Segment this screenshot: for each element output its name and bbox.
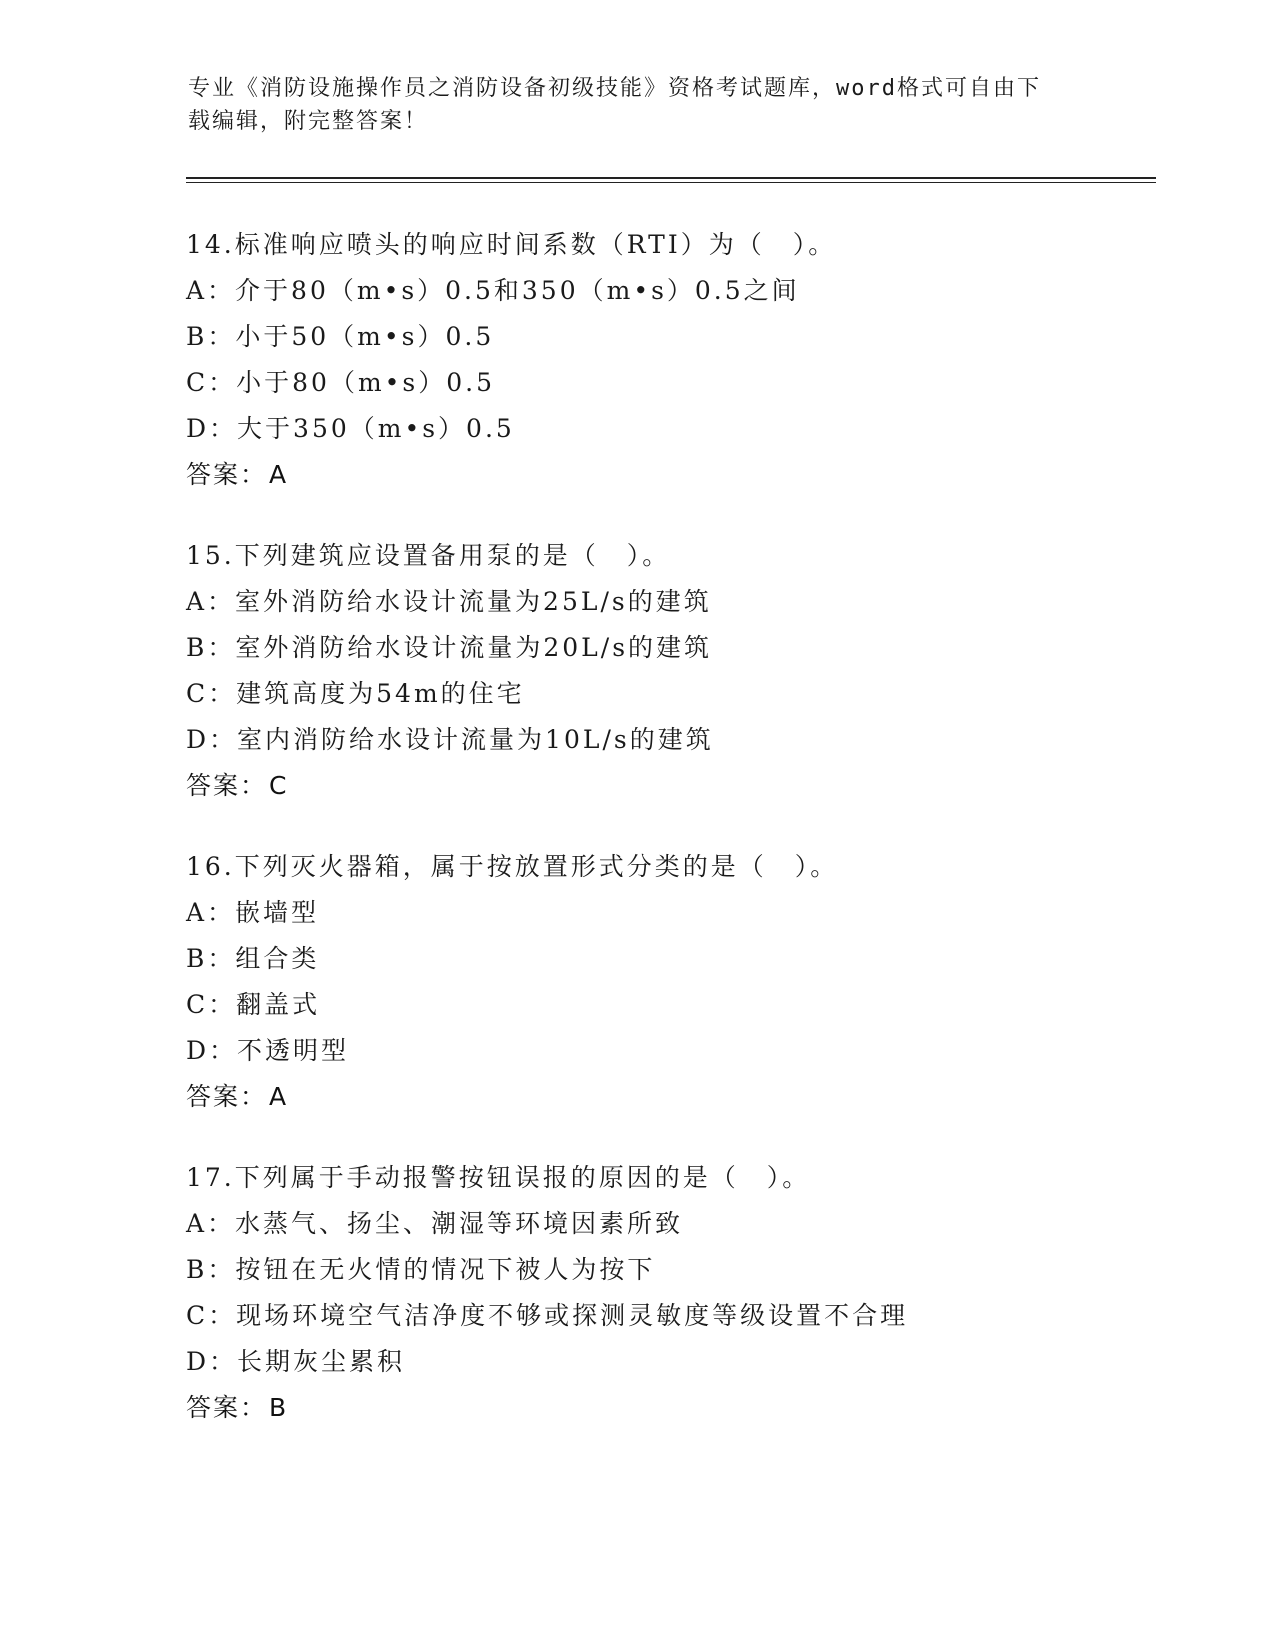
question-stem: 17.下列属于手动报警按钮误报的原因的是（ ）。 [186,1163,811,1192]
question-stem: 16.下列灭火器箱，属于按放置形式分类的是（ ）。 [186,852,839,881]
answer-label: 答案： [186,1082,268,1111]
option-b: B：组合类 [186,944,320,973]
header-title-line-1: 专业《消防设施操作员之消防设备初级技能》资格考试题库，word格式可自由下 [188,76,1041,101]
question-stem: 14.标准响应喷头的响应时间系数（RTI）为（ ）。 [186,230,837,259]
option-b: B：室外消防给水设计流量为20L/s的建筑 [186,633,713,662]
option-b: B：小于50（m•s）0.5 [186,322,495,351]
answer-value: C [269,771,289,800]
option-c: C：现场环境空气洁净度不够或探测灵敏度等级设置不合理 [186,1301,909,1330]
option-a: A：室外消防给水设计流量为25L/s的建筑 [186,587,712,616]
answer-line [186,1074,1186,1120]
option-a: A：嵌墙型 [186,898,320,927]
option-c: C：翻盖式 [186,990,321,1019]
answer-label: 答案： [186,771,268,800]
option-c: C：小于80（m•s）0.5 [186,368,495,397]
answer-value: A [269,1082,289,1111]
option-d: D：大于350（m•s）0.5 [186,414,515,443]
option-a: A：介于80（m•s）0.5和350（m•s）0.5之间 [186,276,800,305]
question-15 [186,533,1186,809]
question-16 [186,844,1186,1120]
answer-label: 答案： [186,1393,268,1422]
option-a: A：水蒸气、扬尘、潮湿等环境因素所致 [186,1209,684,1238]
option-b: B：按钮在无火情的情况下被人为按下 [186,1255,656,1284]
answer-line [186,452,1186,498]
question-stem: 15.下列建筑应设置备用泵的是（ ）。 [186,541,671,570]
answer-label: 答案： [186,460,268,489]
option-d: D：室内消防给水设计流量为10L/s的建筑 [186,725,714,754]
option-c: C：建筑高度为54m的住宅 [186,679,525,708]
option-d: D：长期灰尘累积 [186,1347,406,1376]
question-14 [186,222,1186,498]
answer-value: B [269,1393,289,1422]
answer-line [186,1385,1186,1431]
header-title-line-2: 载编辑，附完整答案！ [188,109,429,134]
answer-line [186,763,1186,809]
document-header [188,72,1088,138]
option-d: D：不透明型 [186,1036,350,1065]
header-divider [186,177,1156,183]
answer-value: A [269,460,289,489]
question-17 [186,1155,1186,1431]
